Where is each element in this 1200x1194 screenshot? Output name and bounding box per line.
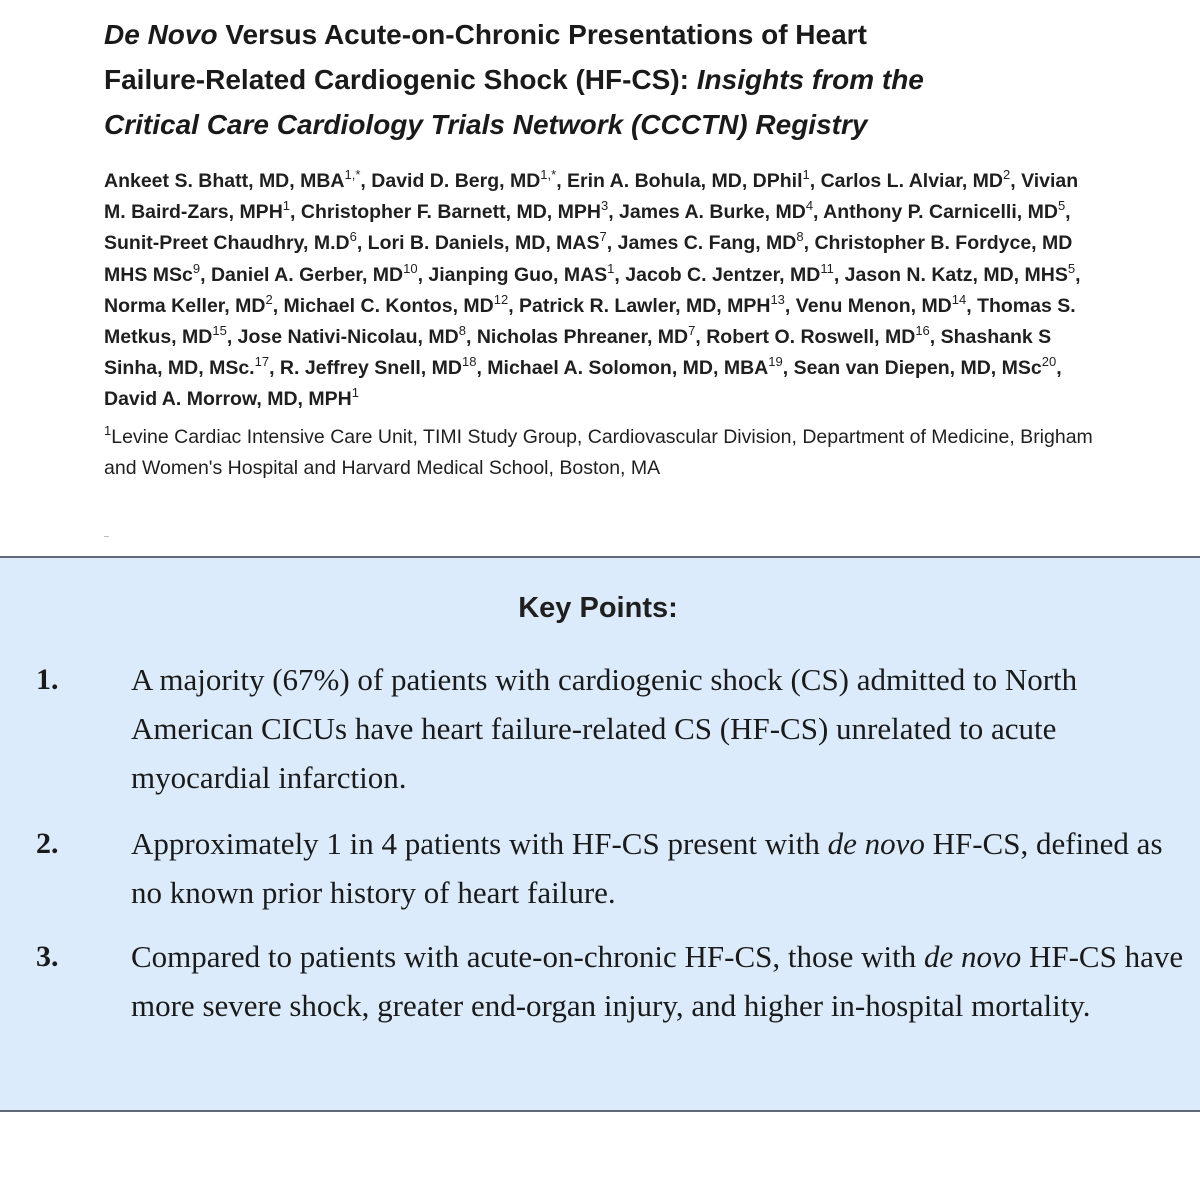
author-affiliation-marker: 16 [915, 323, 930, 339]
author-affiliation-marker: 17 [254, 354, 270, 370]
author-affiliation-marker: 7 [688, 323, 696, 339]
author-name: Jason N. Katz, MD, MHS [844, 263, 1068, 286]
author-affiliation-marker: 1 [282, 198, 291, 214]
author: Thomas S. Metkus, MD$^{15}$, [104, 294, 1076, 349]
author-affiliation-marker: 2 [265, 291, 273, 307]
author-affiliation-marker: 19 [768, 354, 783, 370]
author-affiliation-marker: 2 [1003, 167, 1011, 182]
key-point-number: 2. [36, 827, 59, 860]
author-name: Venu Menon, MD [795, 294, 952, 317]
author: R. Jeffrey Snell, MD$^{18}$, [279, 354, 488, 380]
author-affiliation-marker: 5 [1057, 198, 1066, 214]
author-affiliation-marker: 3 [600, 198, 609, 214]
paper-title [104, 12, 1104, 147]
author-affiliation-marker: 15 [212, 323, 227, 339]
author-name: Jose Nativi-Nicolau, MD [237, 326, 459, 349]
author-affiliation-marker: 12 [493, 291, 509, 307]
author-name: Michael A. Solomon, MD, MBA [487, 357, 769, 380]
author: Patrick R. Lawler, MD, MPH$^{13}$, [519, 291, 796, 317]
author: Jose Nativi-Nicolau, $MD^8$, [237, 323, 477, 349]
author: Daniel A. Gerber, MD$^{10}$, [210, 260, 429, 286]
key-point-text: A majority (67%) of patients with cardiogenic shock (CS) admitted to North American CICUs have heart failure-related CS (HF-CS) unrelated to acute myocardial infarction. [131, 662, 1078, 795]
author-name: Christopher B. Fordyce, MD MHS MSc [104, 232, 1073, 286]
author-affiliation-marker: 7 [599, 229, 607, 245]
title-line-1: Versus Acute-on-Chronic Presentations of Heart [217, 19, 867, 50]
author-name: Carlos L. Alviar, MD [820, 170, 1003, 192]
author: Christopher B. Fordyce, MD MHS MSc$^9$, [104, 232, 1073, 286]
author-affiliation-marker: 14 [951, 291, 967, 307]
author-name: Jianping Guo, MAS [428, 263, 608, 286]
author [104, 385, 359, 411]
author: Sunit-Preet Chaudhry, $M.D^6$, [104, 229, 368, 255]
author: Christopher F. Barnett, MD, MPH$^3$, [300, 198, 620, 224]
title-italic-de-novo: De Novo [104, 19, 218, 50]
author: Jacob C. Jentzer, MD$^{11}$, [625, 260, 845, 286]
author-name: David A. Morrow, MD, MPH [104, 388, 352, 411]
author: Sean van Diepen, MD, MSc$^{20}$, [793, 354, 1062, 380]
author-affiliation-marker: 1,* [344, 167, 361, 182]
author-name: James A. Burke, MD [619, 201, 806, 224]
author-affiliation-marker: 8 [458, 323, 466, 339]
author-name: Michael C. Kontos, MD [283, 294, 494, 317]
author: Jianping Guo, MAS$^1$, [428, 260, 626, 286]
author: Michael C. Kontos, MD$^{12}$, [283, 291, 520, 317]
divider-mark [104, 536, 109, 537]
author-name: Erin A. Bohula, MD, DPhil [567, 170, 803, 192]
author-name: Sean van Diepen, MD, MSc [793, 357, 1042, 380]
author-name: Robert O. Roswell, MD [706, 326, 916, 349]
author: Robert O. Roswell, MD$^{16}$, [706, 323, 941, 349]
affiliation [104, 422, 1104, 485]
author: Ankeet S. Bhatt, MD, $MBA^{1,*}$, [104, 167, 372, 192]
author: Nicholas Phreaner, $MD^7$, [476, 323, 707, 349]
author-name: Thomas S. Metkus, MD [104, 294, 1076, 349]
italic-de-novo: de novo [923, 939, 1022, 974]
author-affiliation-marker: 18 [461, 354, 477, 370]
key-points-box [0, 556, 1200, 1112]
author-name: David D. Berg, MD [371, 170, 541, 192]
author: David D. Berg, $MD^{1,*}$, [371, 167, 568, 192]
author-name: Norma Keller, MD [104, 294, 266, 317]
author-name: Vivian M. Baird-Zars, MPH [104, 170, 1079, 224]
key-point-number: 3. [36, 940, 59, 973]
key-point-number: 1. [36, 663, 59, 696]
author-affiliation-marker: 20 [1041, 354, 1057, 370]
author-affiliation-marker: 10 [403, 260, 418, 276]
author: Vivian M. Baird-Zars, MPH$^1$, [104, 170, 1079, 224]
author-name: Jacob C. Jentzer, MD [625, 263, 821, 286]
author-list [104, 166, 1104, 416]
title-line-3: Critical Care Cardiology Trials Network (CCCTN) Registry [104, 109, 868, 140]
author: Anthony P. Carnicelli, $MD^5$, [823, 198, 1071, 224]
author: Lori B. Daniels, MD, MAS$^7$, [367, 229, 618, 255]
key-point-text: Approximately 1 in 4 patients with HF-CS present with de novo HF-CS, defined as no known prior history of heart failure. [131, 826, 1163, 910]
italic-de-novo: de novo [827, 826, 925, 861]
author: Jason N. Katz, MD, MHS$^5$, [844, 260, 1081, 286]
key-point-text: Compared to patients with acute-on-chronic HF-CS, those with de novo HF-CS have more severe shock, greater end-organ injury, and higher in-hospital mortality. [131, 939, 1184, 1023]
author-name: Sunit-Preet Chaudhry, M.D [104, 232, 350, 255]
author-affiliation-marker: 5 [1067, 260, 1076, 276]
author-name: Anthony P. Carnicelli, MD [823, 201, 1058, 224]
author-affiliation-marker: 13 [770, 291, 785, 307]
author-affiliation-marker: 1 [351, 385, 359, 401]
author-affiliation-marker: 1,* [540, 167, 557, 182]
author: Shashank S Sinha, MD, MSc.$^{17}$, [104, 326, 1052, 380]
author: James C. Fang, $MD^8$, [617, 229, 815, 255]
author-name: Lori B. Daniels, MD, MAS [367, 232, 600, 255]
paper-header [104, 12, 1104, 485]
author-name: Ankeet S. Bhatt, MD, MBA [104, 170, 345, 192]
author: Carlos L. Alviar, $MD^2$, [820, 167, 1022, 192]
author: Norma Keller, $MD^2$, [104, 291, 284, 317]
author-name: Patrick R. Lawler, MD, MPH [519, 294, 771, 317]
key-points-heading: Key Points: [518, 592, 678, 624]
author-affiliation-marker: 8 [796, 229, 804, 245]
author-name: Daniel A. Gerber, MD [210, 263, 404, 286]
author-name: Nicholas Phreaner, MD [476, 326, 689, 349]
title-line-2-italic: Insights from the [696, 64, 924, 95]
author: James A. Burke, $MD^4$, [619, 198, 824, 224]
author: Michael A. Solomon, MD, MBA$^{19}$, [487, 354, 794, 380]
author-name: Christopher F. Barnett, MD, MPH [300, 201, 601, 224]
affiliation-text: Levine Cardiac Intensive Care Unit, TIMI Study Group, Cardiovascular Division, Department of Medicine, Brigham and Women's Hospital and Harvard Medical School, Boston, MA [104, 425, 1093, 480]
affiliation-marker: 1 [104, 422, 112, 438]
author-affiliation-marker: 1 [607, 260, 615, 276]
author-affiliation-marker: 6 [349, 229, 357, 245]
author-name: Shashank S Sinha, MD, MSc. [104, 326, 1052, 380]
author: Venu Menon, MD$^{14}$, [795, 291, 978, 317]
title-line-2: Failure-Related Cardiogenic Shock (HF-CS): [104, 64, 697, 95]
author: Erin A. Bohula, MD, DPhil$^1$, [567, 167, 821, 192]
author-affiliation-marker: 9 [192, 260, 201, 276]
author-affiliation-marker: 4 [805, 198, 814, 214]
author-affiliation-marker: 11 [820, 260, 834, 276]
author-affiliation-marker: 1 [802, 167, 810, 182]
author-name: James C. Fang, MD [617, 232, 797, 255]
author-name: R. Jeffrey Snell, MD [279, 357, 462, 380]
